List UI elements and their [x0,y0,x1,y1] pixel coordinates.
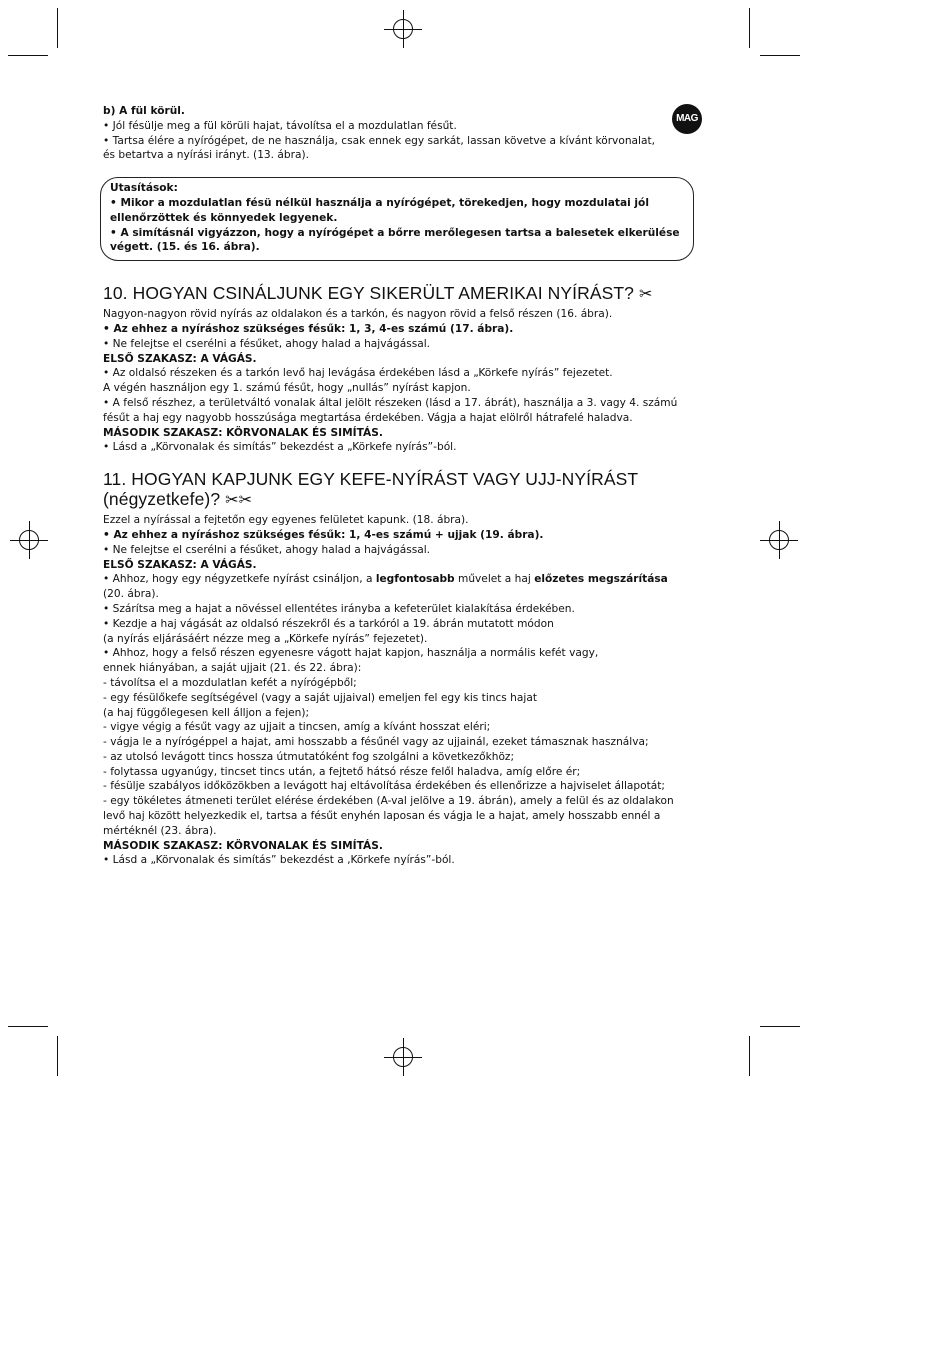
stage-1-line: fésűt a haj egy nagyobb hosszúsága megtartása érdekében. Vágja a hajat elölről hátrafelé haladva. [103,411,633,424]
section-11-combs: • Az ehhez a nyíráshoz szükséges fésűk: 1, 4-es számú + ujjak (19. ábra). [103,528,544,541]
stage-1-line: • Az oldalsó részeken és a tarkón levő haj levágása érdekében lásd a „Körkefe nyírás” fejezetet. [103,367,613,380]
section-b-line: és betartva a nyírási irányt. (13. ábra). [103,149,309,162]
registration-mark-bottom [384,1038,422,1076]
crop-mark [57,1036,58,1076]
stage-1-title: ELSŐ SZAKASZ: A VÁGÁS. [103,558,257,571]
section-b-heading: b) A fül körül. [103,105,185,117]
crop-mark [8,1026,48,1027]
stage-1-line: - vágja le a nyírógéppel a hajat, ami hosszabb a fésűnél vagy az ujjainál, ezeket támasznak használva; [103,736,649,749]
instructions-box [100,177,694,261]
instructions-line: végett. (15. és 16. ábra). [110,241,260,254]
section-b-line: • Jól fésülje meg a fül körüli hajat, távolítsa el a mozdulatlan fésűt. [103,119,457,132]
stage-1-line: (20. ábra). [103,588,159,601]
crop-mark [8,55,48,56]
instructions-line: ellenőrzöttek és könnyedek legyenek. [110,211,338,224]
text-run: • Ahhoz, hogy egy négyzetkefe nyírást csináljon, a [103,573,376,586]
stage-1-line: - egy tökéletes átmeneti terület elérése érdekében (A-val jelölve a 19. ábrán), amely a felül és az oldalakon [103,795,674,808]
stage-1-line: - távolítsa el a mozdulatlan kefét a nyírógépből; [103,676,357,689]
section-11-intro: Ezzel a nyírással a fejtetőn egy egyenes felületet kapunk. (18. ábra). [103,514,469,527]
stage-2-title: MÁSODIK SZAKASZ: KÖRVONALAK ÉS SIMÍTÁS. [103,426,383,439]
text-run-bold: legfontosabb [375,573,455,586]
stage-1-line: levő haj között helyezkedik el, tartsa a fésűt enyhén laposan és vágja le a hajat, amely hosszabb ennél a [103,810,661,823]
crop-mark [749,1036,750,1076]
registration-mark-top [384,10,422,48]
scissors-icon: ✂ [638,286,653,304]
stage-1-line: • A felső részhez, a területváltó vonalak által jelölt részeken (lásd a 17. ábrát), használja a 3. vagy 4. számú [103,396,678,409]
registration-mark-right [760,521,798,559]
stage-1-line: - egy fésülőkefe segítségével (vagy a saját ujjaival) emeljen fel egy kis tincs hajat [103,691,537,704]
stage-2-line: • Lásd a „Körvonalak és simítás” bekezdést a ‚Körkefe nyírás”-ból. [103,854,455,867]
section-10-title-text: 10. HOGYAN CSINÁLJUNK EGY SIKERÜLT AMERIKAI NYÍRÁST? [103,283,635,304]
instructions-title: Utasítások: [110,182,178,195]
instructions-line: • A simításnál vigyázzon, hogy a nyírógépet a bőrre merőlegesen tartsa a balesetek elkerülése [110,226,680,239]
language-badge: MAG [672,104,702,134]
crop-mark [760,1026,800,1027]
section-11-title [103,469,693,511]
stage-1-title: ELSŐ SZAKASZ: A VÁGÁS. [103,352,257,365]
section-10-reminder: • Ne felejtse el cserélni a fésűket, ahogy halad a hajvágással. [103,337,431,350]
stage-1-line: - vigye végig a fésűt vagy az ujjait a tincsen, amíg a kívánt hosszat eléri; [103,721,491,734]
crop-mark [57,8,58,48]
crop-mark [760,55,800,56]
stage-1-line: - fésülje szabályos időközökben a levágott haj eltávolítása érdekében és ellenőrizze a hajviselet állapotát; [103,780,665,793]
section-10-title [103,283,693,305]
stage-1-line: mértéknél (23. ábra). [103,824,217,837]
stage-1-line: (a haj függőlegesen kell álljon a fejen); [103,706,310,719]
content [103,104,693,868]
stage-2-title: MÁSODIK SZAKASZ: KÖRVONALAK ÉS SIMÍTÁS. [103,839,383,852]
registration-mark-left [10,521,48,559]
section-11-title-line2: (négyzetkefe)? [103,489,221,510]
stage-1-line: A végén használjon egy 1. számú fésűt, hogy „nullás” nyírást kapjon. [103,382,471,395]
section-10-combs: • Az ehhez a nyíráshoz szükséges fésűk: 1, 3, 4-es számú (17. ábra). [103,322,514,335]
stage-2-line: • Lásd a „Körvonalak és simítás” bekezdést a „Körkefe nyírás”-ból. [103,441,457,454]
stage-1-line: (a nyírás eljárásáért nézze meg a „Körkefe nyírás” fejezetet). [103,632,428,645]
stage-1-line: • Kezdje a haj vágását az oldalsó részekről és a tarkóról a 19. ábrán mutatott módon [103,617,554,630]
text-run: művelet a haj [454,573,535,586]
section-10-intro: Nagyon-nagyon rövid nyírás az oldalakon és a tarkón, és nagyon rövid a felső részen (16. ábra). [103,308,613,321]
stage-1-line: - az utolsó levágott tincs hossza útmutatóként fog szolgálni a következőkhöz; [103,750,515,763]
text-run-bold: előzetes megszárítása [534,573,668,586]
section-b-line: • Tartsa élére a nyírógépet, de ne használja, csak ennek egy sarkát, lassan követve a kívánt körvonalat, [103,134,655,147]
stage-1-line: • Ahhoz, hogy a felső részen egyenesre vágott hajat kapjon, használja a normális kefét vagy, [103,647,599,660]
crop-mark [749,8,750,48]
stage-1-line: • Szárítsa meg a hajat a növéssel ellentétes irányba a kefeterület kialakítása érdekében. [103,602,575,615]
section-11-reminder: • Ne felejtse el cserélni a fésűket, ahogy halad a hajvágással. [103,543,431,556]
section-11-title-line1: 11. HOGYAN KAPJUNK EGY KEFE-NYÍRÁST VAGY UJJ-NYÍRÁST [103,469,639,490]
instructions-line: • Mikor a mozdulatlan fésü nélkül használja a nyírógépet, törekedjen, hogy mozdulatai jól [110,196,649,209]
scissors-icon: ✂✂ [225,492,253,510]
stage-1-line: ennek hiányában, a saját ujjait (21. és 22. ábra): [103,662,362,675]
stage-1-line: - folytassa ugyanúgy, tincset tincs után, a fejtető hátsó része felől haladva, amíg előre ér; [103,765,581,778]
stage-1-first-line [103,572,693,587]
